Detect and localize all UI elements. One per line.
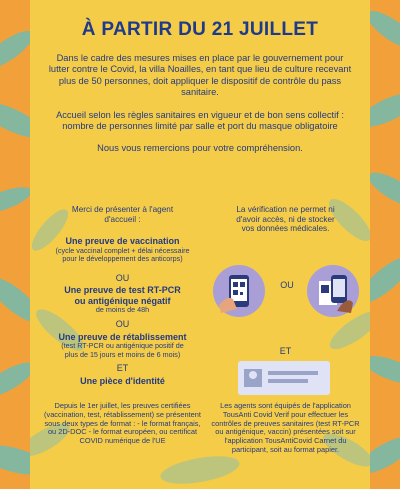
vaccination-title: Une preuve de vaccination: [65, 236, 180, 247]
phone-scan-illustration-2: [307, 265, 359, 317]
or-label-right: OU: [280, 280, 294, 290]
proof-list: [40, 205, 205, 386]
verification-text: La vérification ne permet ni d'avoir accès, ni de stocker vos données médicales.: [236, 205, 335, 234]
intro-text: [30, 53, 370, 155]
agents-verification-note: Les agents sont équipés de l'application TousAnti Covid Verif pour effectuer les contrôles de preuves sanitaires (test RT-PCR ou antigénique, vaccin) présentées soit sur l'application TousAntiCovid Carnet du participant, soit au format papier.: [211, 401, 360, 454]
or-label-2: OU: [115, 319, 130, 330]
intro-paragraph-1: Dans le cadre des mesures mises en place par le gouvernement pour lutter contre le Covid, la villa Noailles, en tant que lieu de culture recevant plus de 50 personnes, doit appliquer le dispositif de contrôle du pass sanitaire.: [48, 53, 352, 98]
vaccination-note: (cycle vaccinal complet + délai nécessaire pour le développement des anticorps): [55, 245, 190, 264]
id-card-icon: [238, 361, 330, 395]
recovery-note: (test RT-PCR ou antigénique positif de plus de 15 jours et moins de 6 mois): [61, 341, 184, 359]
test-title: Une preuve de test RT-PCR ou antigénique négatif: [64, 285, 181, 306]
page-title: À PARTIR DU 21 JUILLET: [81, 19, 319, 40]
verification-column: [208, 205, 363, 356]
notice-panel: [30, 0, 370, 489]
certified-proofs-note: Depuis le 1er juillet, les preuves certifiées (vaccination, test, rétablissement) se présentent sous deux types de format : - le format français, ou 2D-DOC - le format européen, ou certificat COVID numérique de l'UE: [44, 401, 201, 446]
phone-scan-illustration-1: [213, 265, 265, 317]
phone-document-icon: [307, 265, 359, 317]
intro-paragraph-3: Nous vous remercions pour votre compréhension.: [97, 143, 303, 154]
or-label-1: OU: [115, 272, 130, 283]
phone-qr-icon: [213, 265, 265, 317]
intro-paragraph-2: Accueil selon les règles sanitaires en vigueur et de bon sens collectif : nombre de personnes limité par salle et port du masque obligatoire: [56, 109, 344, 132]
phone-illustrations: [208, 265, 363, 319]
and-label-right: ET: [279, 346, 292, 356]
and-label-left: ET: [116, 363, 129, 374]
id-title: Une pièce d'identité: [80, 375, 165, 386]
recovery-title: Une preuve de rétablissement: [58, 331, 187, 342]
test-note: de moins de 48h: [95, 305, 150, 315]
id-card-illustration: [238, 361, 330, 395]
present-instruction: Merci de présenter à l'agent d'accueil :: [71, 205, 174, 224]
